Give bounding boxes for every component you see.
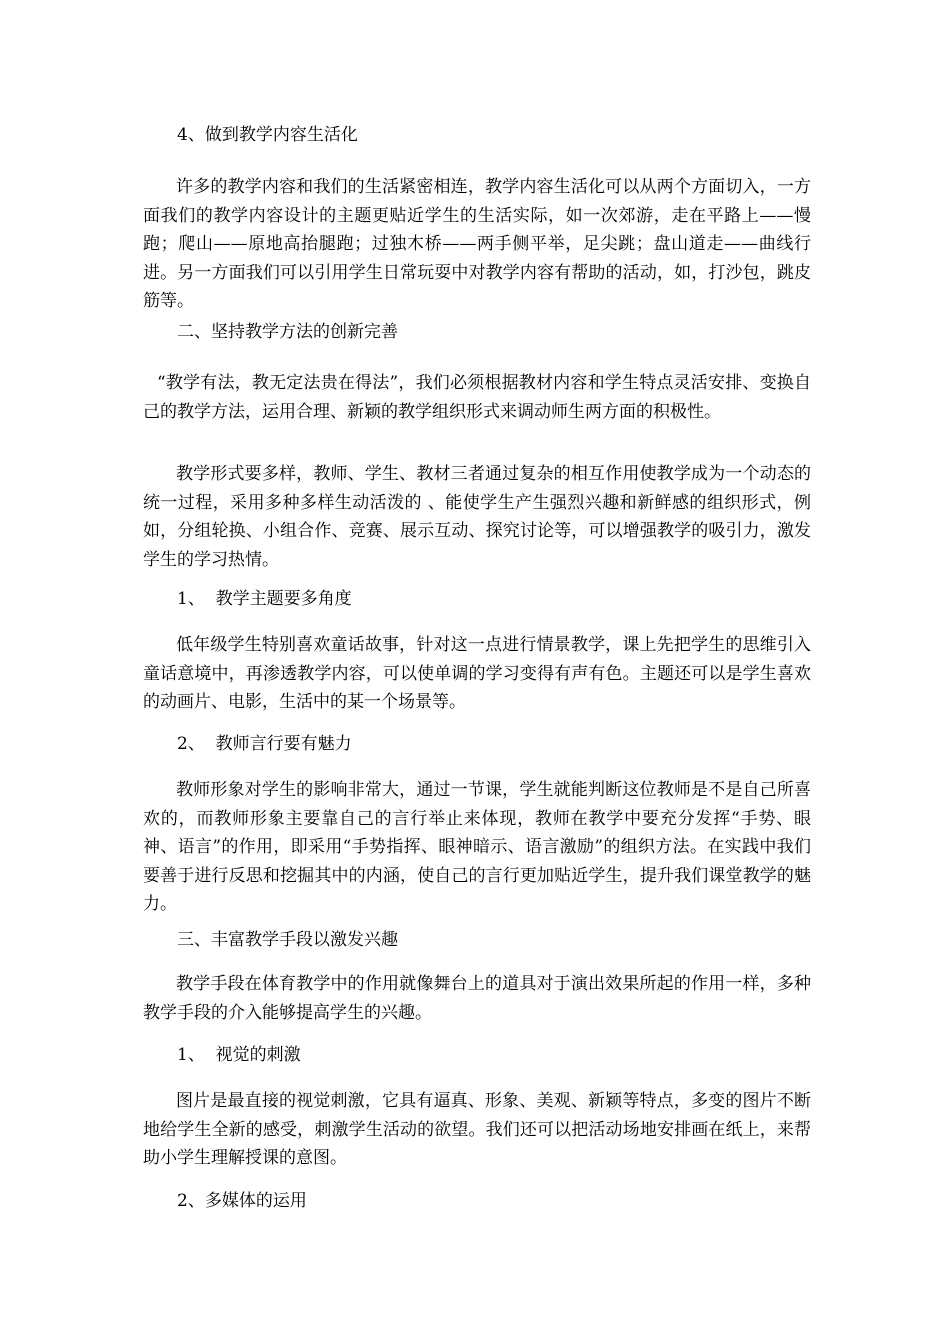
paragraph: 许多的教学内容和我们的生活紧密相连，教学内容生活化可以从两个方面切入，一方面我们的教学内容设计的主题更贴近学生的生活实际，如一次郊游，走在平路上——慢跑；爬山——原地高抬腿跑；过独木桥——两手侧平举，足尖跳；盘山道走——曲线行进。另一方面我们可以引用学生日常玩耍中对教学内容有帮助的活动，如，打沙包，跳皮筋等。 xyxy=(143,177,811,311)
paragraph: 教学形式要多样，教师、学生、教材三者通过复杂的相互作用使教学成为一个动态的统一过程，采用多种多样生动活泼的 、能使学生产生强烈兴趣和新鲜感的组织形式，例如，分组轮换、小组合作、竞赛、展示互动、探究讨论等，可以增强教学的吸引力，激发学生的学习热情。 xyxy=(143,464,811,570)
section-heading: 2、 教师言行要有魅力 xyxy=(177,734,352,754)
paragraph: 低年级学生特别喜欢童话故事，针对这一点进行情景教学，课上先把学生的思维引入童话意境中，再渗透教学内容，可以使单调的学习变得有声有色。主题还可以是学生喜欢的动画片、电影，生活中的某一个场景等。 xyxy=(143,635,811,712)
paragraph: 教学手段在体育教学中的作用就像舞台上的道具对于演出效果所起的作用一样，多种教学手段的介入能够提高学生的兴趣。 xyxy=(143,974,811,1023)
section-heading: 二、坚持教学方法的创新完善 xyxy=(177,322,398,342)
paragraph: 图片是最直接的视觉刺激，它具有逼真、形象、美观、新颖等特点，多变的图片不断地给学生全新的感受，刺激学生活动的欲望。我们还可以把活动场地安排画在纸上，来帮助小学生理解授课的意图。 xyxy=(143,1091,811,1168)
section-heading: 4、做到教学内容生活化 xyxy=(177,125,358,145)
section-heading: 三、丰富教学手段以激发兴趣 xyxy=(177,930,398,950)
section-heading: 1、 教学主题要多角度 xyxy=(177,589,352,609)
paragraph: “教学有法，教无定法贵在得法”，我们必须根据教材内容和学生特点灵活安排、变换自己的教学方法，运用合理、新颖的教学组织形式来调动师生两方面的积极性。 xyxy=(143,373,811,422)
section-heading: 2、多媒体的运用 xyxy=(177,1191,307,1211)
paragraph: 教师形象对学生的影响非常大，通过一节课，学生就能判断这位教师是不是自己所喜欢的，而教师形象主要靠自己的言行举止来体现，教师在教学中要充分发挥“手势、眼神、语言”的作用，即采用“手势指挥、眼神暗示、语言激励”的组织方法。在实践中我们要善于进行反思和挖掘其中的内涵，使自己的言行更加贴近学生，提升我们课堂教学的魅力。 xyxy=(143,780,811,914)
section-heading: 1、 视觉的刺激 xyxy=(177,1045,301,1065)
